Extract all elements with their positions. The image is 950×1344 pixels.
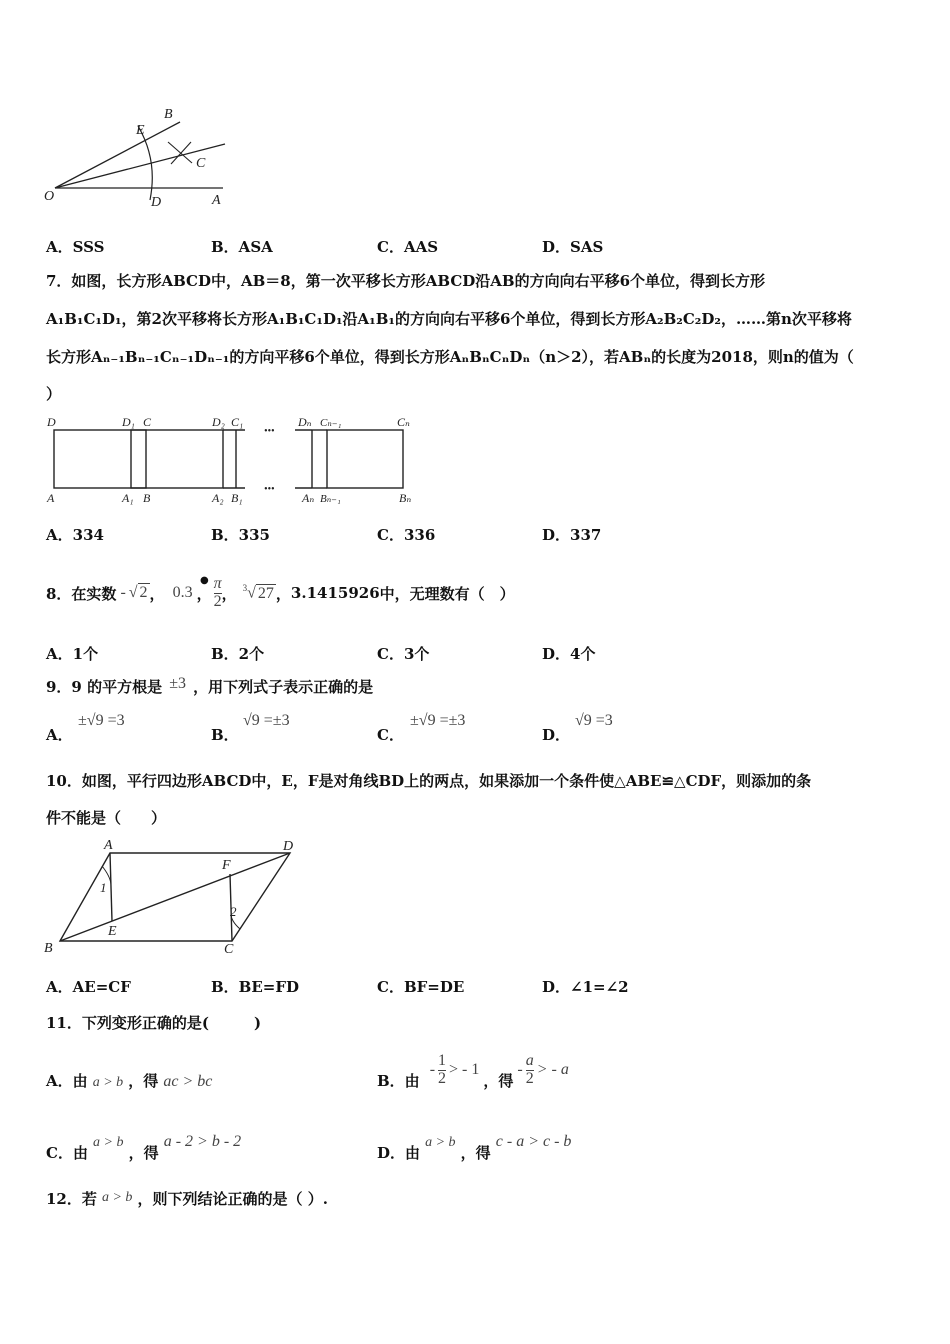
q11-d-label: D．由	[377, 1144, 421, 1162]
q8-comma-4: ，	[275, 584, 291, 603]
q9-label-c: C．	[377, 726, 404, 744]
q9-text: 9．9 的平方根是	[46, 678, 163, 696]
q11-a-cond: a > b	[92, 1075, 124, 1090]
q12-cond: a > b	[101, 1190, 133, 1205]
q8-option-c[interactable]: C．3个	[377, 645, 430, 663]
q10-line2: 件不能是（ ）	[46, 809, 167, 827]
q11-b-frac2-num: a	[525, 1051, 534, 1069]
q7-option-d[interactable]: D．337	[542, 526, 602, 544]
rect-label-A1: A₁	[122, 491, 134, 505]
rect-label-An: Aₙ	[302, 491, 315, 505]
q8-option-b[interactable]: B．2个	[211, 645, 265, 663]
q10-option-b[interactable]: B．BE=FD	[211, 978, 300, 996]
q8-comma-1: ，	[149, 584, 165, 603]
q11-b-frac1-num: 1	[438, 1051, 447, 1069]
q11-d-cond: a > b	[425, 1135, 456, 1150]
label-A: A	[212, 193, 221, 208]
q8-sqrt2: √ 2	[128, 584, 148, 601]
q10-line1: 10．如图，平行四边形ABCD中，E，F是对角线BD上的两点，如果添加一个条件使△ABE≌△CDF，则添加的条	[46, 772, 812, 790]
q6-option-b[interactable]: B．ASA	[211, 238, 273, 256]
q11-b-frac1-den: 2	[438, 1069, 447, 1087]
parallelogram-figure	[40, 836, 300, 956]
q11-b-label: B．由	[377, 1071, 420, 1090]
q11-option-a[interactable]	[46, 1070, 212, 1091]
rect-label-C1: C₁	[231, 415, 244, 429]
rect-label-Bn-1: Bₙ₋₁	[320, 493, 341, 505]
q10-option-a[interactable]: A．AE=CF	[46, 978, 131, 996]
q11-option-c[interactable]	[46, 1130, 242, 1162]
q11-a-mid: ，得	[128, 1072, 159, 1090]
q7-line4: ）	[46, 385, 62, 403]
q11-c-mid: ，得	[128, 1144, 159, 1162]
q11-title: 11．下列变形正确的是( )	[46, 1014, 262, 1032]
q11-b-ineq1: > - 1	[449, 1061, 480, 1078]
para-label-B: B	[44, 941, 53, 956]
rect-label-D: D	[47, 415, 56, 429]
q7-line3: 长方形Aₙ₋₁Bₙ₋₁Cₙ₋₁Dₙ₋₁的方向平移6个单位，得到长方形AₙBₙCₙDₙ（n＞2），若ABₙ的长度为2018，则n的值为（	[46, 348, 854, 366]
rect-label-B: B	[143, 491, 151, 505]
para-label-D: D	[283, 839, 294, 854]
q8-number: 3.1415926	[290, 584, 380, 602]
q9-expr-b[interactable]: √9 =±3	[243, 712, 290, 729]
q11-option-b[interactable]	[377, 1044, 569, 1096]
rectangles-figure	[40, 412, 430, 510]
q8-pi-over-2	[214, 576, 222, 611]
q11-c-result: a - 2 > b - 2	[163, 1133, 242, 1150]
q8-prefix: 8．在实数	[46, 584, 117, 603]
angle-figure	[40, 100, 240, 210]
dots-top: •••	[264, 426, 275, 437]
q11-b-neg1: -	[429, 1061, 436, 1078]
rect-label-Bn: Bₙ	[399, 491, 412, 505]
rect-label-B1: B₁	[231, 491, 243, 505]
rect-label-Cn: Cₙ	[397, 415, 410, 429]
q9-text2: ，用下列式子表示正确的是	[193, 678, 374, 696]
q10-option-c[interactable]: C．BF=DE	[377, 978, 465, 996]
q12-line	[46, 1188, 328, 1209]
rect-label-C: C	[143, 415, 152, 429]
para-label-A: A	[104, 838, 113, 853]
rect-label-Dn: Dₙ	[298, 415, 312, 429]
rect-label-A: A	[47, 491, 55, 505]
rect-label-A2: A₂	[212, 491, 224, 505]
q6-option-d[interactable]: D．SAS	[542, 238, 604, 256]
rect-label-Cn-1: Cₙ₋₁	[320, 417, 342, 429]
q11-a-result: ac > bc	[163, 1073, 213, 1090]
q11-b-frac2	[526, 1053, 534, 1088]
q8-line	[46, 565, 515, 621]
q7-line1: 7．如图，长方形ABCD中，AB＝8，第一次平移长方形ABCD沿AB的方向向右平移6个单位，得到长方形	[46, 272, 766, 290]
q8-neg-sign: -	[120, 584, 126, 601]
para-label-F: F	[222, 858, 231, 873]
q7-option-a[interactable]: A．334	[46, 526, 104, 544]
q11-d-result: c - a > c - b	[495, 1133, 572, 1150]
q8-option-a[interactable]: A．1个	[46, 645, 99, 663]
q8-repeat-dot: ●	[200, 575, 209, 586]
q8-suffix: 中，无理数有（ ）	[379, 584, 515, 603]
q11-c-label: C．由	[46, 1144, 88, 1162]
q8-comma-3: ，	[221, 584, 237, 603]
para-label-2: 2	[230, 904, 237, 919]
q8-cuberoot-index: 3	[242, 583, 248, 594]
q9-label-d: D．	[542, 726, 571, 744]
q8-option-d[interactable]: D．4个	[542, 645, 596, 663]
q11-a-label: A．由	[46, 1072, 88, 1090]
q11-b-ineq2: > - a	[536, 1061, 569, 1078]
q11-b-frac1	[438, 1053, 446, 1088]
q6-option-a[interactable]: A．SSS	[46, 238, 105, 256]
q8-sqrt2-radicand: 2	[139, 584, 148, 601]
q11-option-d[interactable]	[377, 1130, 572, 1162]
q7-option-c[interactable]: C．336	[377, 526, 436, 544]
label-D: D	[151, 195, 162, 210]
rect-label-D2: D₂	[212, 415, 225, 429]
rect-label-D1: D₁	[122, 415, 135, 429]
q9-pm3: ±3	[169, 675, 186, 692]
para-label-E: E	[108, 924, 117, 939]
q9-expr-c[interactable]: ±√9 =±3	[410, 712, 466, 729]
q9-label-b: B．	[211, 726, 239, 744]
q11-b-neg2: -	[517, 1061, 523, 1078]
q8-cuberoot: $^3$√ 27	[242, 583, 274, 602]
label-C: C	[196, 156, 206, 171]
q8-cuberoot-radicand: 27	[257, 584, 274, 602]
q6-option-c[interactable]: C．AAS	[377, 238, 439, 256]
q9-expr-a[interactable]: ±√9 =3	[78, 712, 125, 729]
dots-bottom: •••	[264, 484, 275, 495]
q11-b-mid: ，得	[483, 1071, 514, 1090]
q7-option-b[interactable]: B．335	[211, 526, 270, 544]
q8-repeating-decimal: 0.3	[172, 584, 193, 601]
para-label-1: 1	[100, 880, 107, 895]
q11-b-frac2-den: 2	[525, 1069, 534, 1087]
q8-two: 2	[213, 592, 222, 610]
q10-option-d[interactable]: D．∠1=∠2	[542, 978, 629, 996]
q8-pi: π	[213, 574, 222, 592]
label-E: E	[136, 123, 145, 138]
q9-line	[46, 676, 373, 697]
q9-label-a: A．	[46, 726, 73, 744]
para-label-C: C	[224, 942, 234, 956]
q12-suffix: ，则下列结论正确的是（ ）.	[137, 1190, 328, 1208]
q8-comma-2: ，	[196, 584, 212, 603]
q11-d-mid: ，得	[460, 1144, 491, 1162]
label-O: O	[44, 189, 55, 204]
q11-c-cond: a > b	[93, 1135, 124, 1150]
label-B: B	[164, 107, 173, 122]
q12-prefix: 12．若	[46, 1190, 97, 1208]
q9-expr-d[interactable]: √9 =3	[575, 712, 613, 729]
q7-line2: A₁B₁C₁D₁，第2次平移将长方形A₁B₁C₁D₁沿A₁B₁的方向向右平移6个单位，得到长方形A₂B₂C₂D₂，……第n次平移将	[46, 310, 852, 328]
